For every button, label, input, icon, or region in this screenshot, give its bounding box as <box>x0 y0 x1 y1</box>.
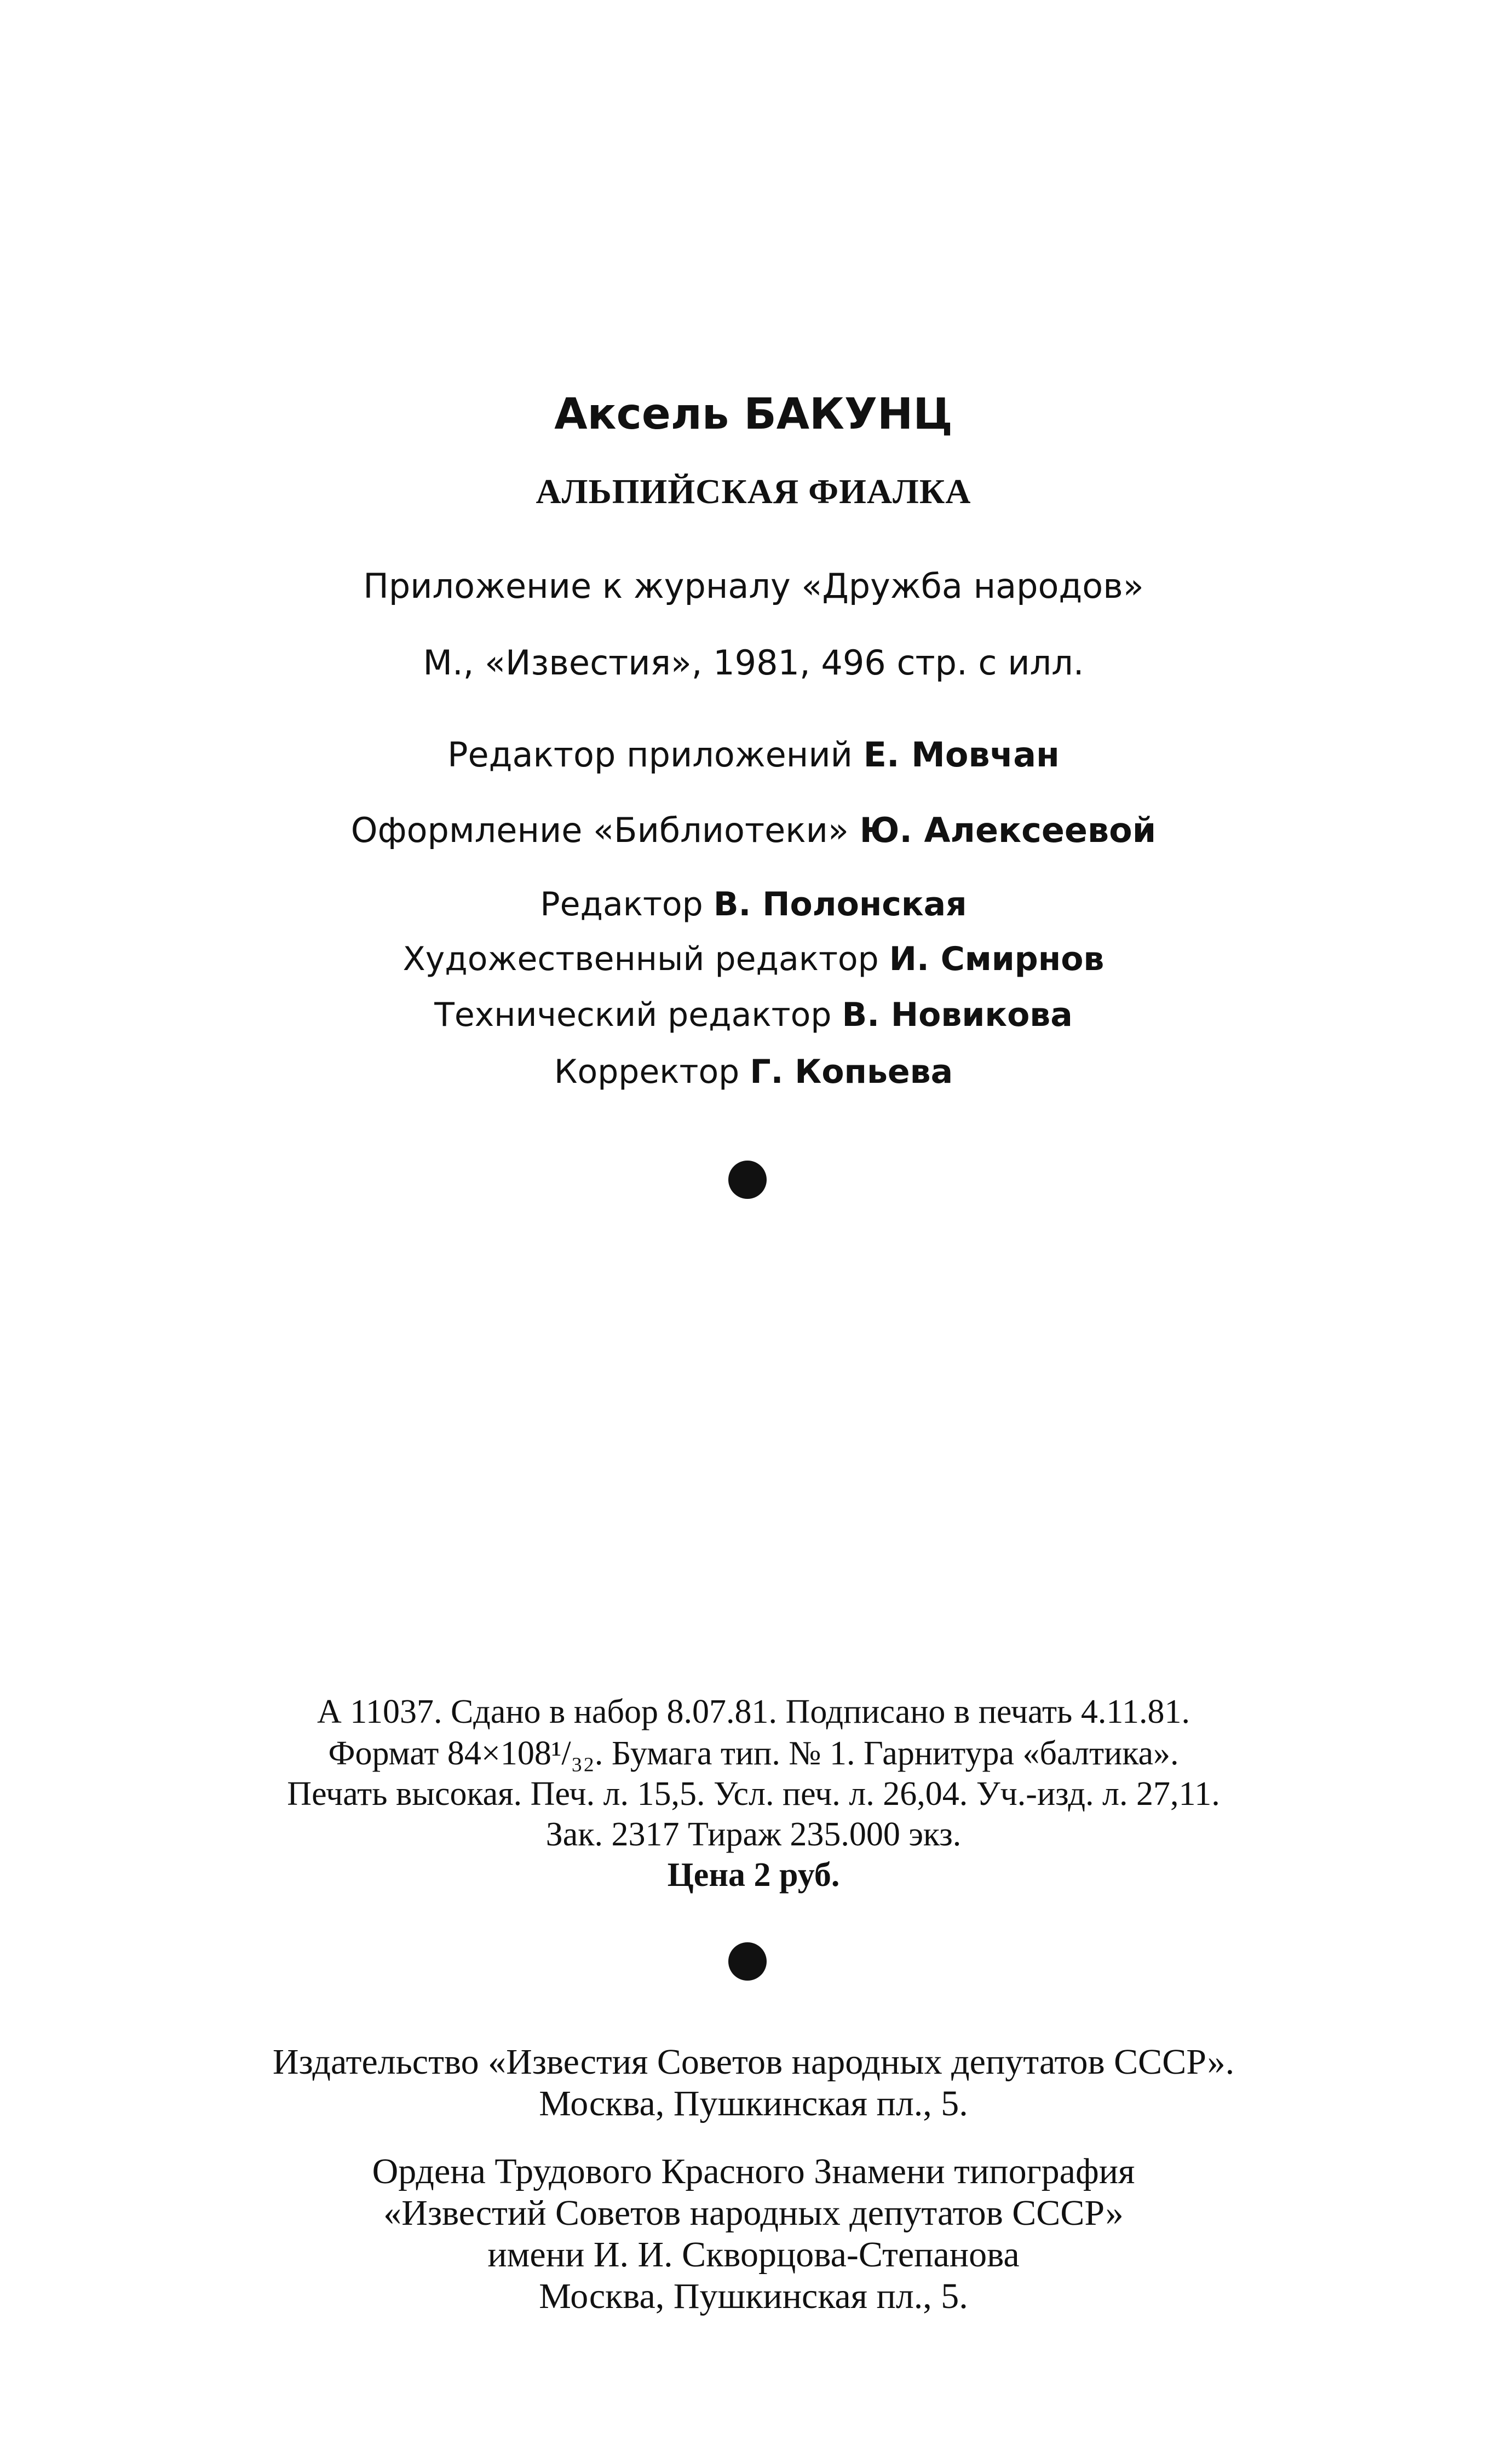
ornament-dot-icon <box>728 1161 767 1199</box>
colophon-line: А 11037. Сдано в набор 8.07.81. Подписано в печать 4.11.81. <box>317 1693 1190 1730</box>
author-name <box>0 390 1507 439</box>
credit-role: Оформление «Библиотеки» <box>350 810 849 850</box>
printer-line: имени И. И. Скворцова-Степанова <box>487 2235 1020 2275</box>
credit-name: В. Новикова <box>842 996 1073 1034</box>
colophon-line: Формат 84×108¹/₃₂. Бумага тип. № 1. Гарнитура «балтика». <box>328 1735 1179 1772</box>
printer-address: Москва, Пушкинская пл., 5. <box>539 2276 968 2316</box>
credit-role: Редактор <box>540 885 703 924</box>
credit-name: Ю. Алексеевой <box>859 810 1157 850</box>
credit-editor <box>0 885 1507 924</box>
credit-role: Редактор приложений <box>447 735 853 775</box>
credit-corrector <box>0 1053 1507 1091</box>
credit-art-editor <box>0 940 1507 978</box>
credit-name: Е. Мовчан <box>863 735 1060 775</box>
publisher-line: Издательство «Известия Советов народных депутатов СССР». <box>272 2042 1235 2082</box>
printer-line: «Известий Советов народных депутатов СССР» <box>383 2193 1124 2233</box>
credit-name: В. Полонская <box>713 885 967 924</box>
supplement-note: Приложение к журналу «Дружба народов» <box>363 566 1144 606</box>
credit-name: Г. Копьева <box>750 1053 953 1091</box>
publisher-address: Москва, Пушкинская пл., 5. <box>539 2084 968 2123</box>
author-first-name: Аксель <box>554 390 729 439</box>
imprint-line: М., «Известия», 1981, 496 стр. с илл. <box>423 643 1084 683</box>
price: Цена 2 руб. <box>667 1856 840 1894</box>
colophon-line: Печать высокая. Печ. л. 15,5. Усл. печ. л. 26,04. Уч.-изд. л. 27,11. <box>287 1775 1220 1813</box>
book-title: АЛЬПИЙСКАЯ ФИАЛКА <box>536 472 971 511</box>
credit-role: Художественный редактор <box>402 940 879 978</box>
author-last-name: БАКУНЦ <box>744 390 953 439</box>
credit-name: И. Смирнов <box>889 940 1105 978</box>
credit-role: Корректор <box>554 1053 740 1091</box>
credit-role: Технический редактор <box>434 996 832 1034</box>
credit-tech-editor <box>0 996 1507 1034</box>
colophon-line: Зак. 2317 Тираж 235.000 экз. <box>545 1816 962 1853</box>
credit-supplement-editor <box>0 735 1507 775</box>
credit-design <box>0 810 1507 850</box>
printer-line: Ордена Трудового Красного Знамени типография <box>372 2151 1135 2191</box>
ornament-dot-icon <box>728 1942 767 1981</box>
